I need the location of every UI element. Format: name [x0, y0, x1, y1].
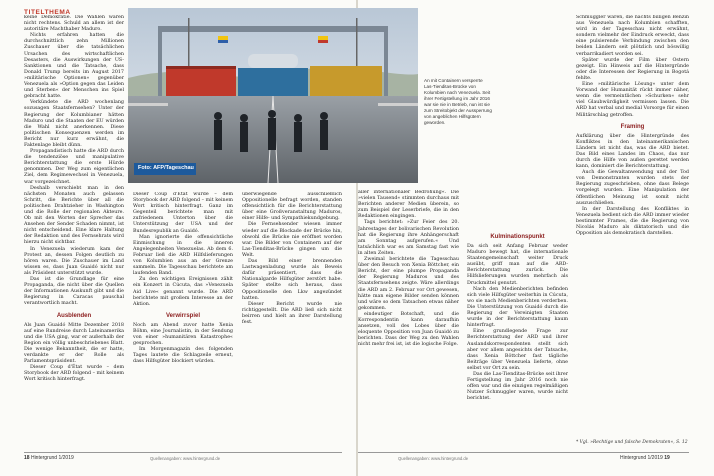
- paragraph: Tags berichtet: »Zur Feier des 20. Jahrestages der bolivarischen Revolution hat die Regierung ihre Anhängerschaft am Sonntag aufgerufen.« Und tatsächlich war es am Samstag fast wie in alten Zeiten.: [358, 220, 459, 256]
- footer-site: Quellenangaben: www.hintergrund.de: [150, 456, 221, 461]
- issue-label: Hintergrund 1/2019: [30, 455, 74, 461]
- paragraph: Zweimal berichtete die Tagesschau über den Besuch von Xenia Böttcher, ein Bericht, der eine plumpe Propaganda der Regierung Maduros und des Staatsfernsehens zeigte. Wäre allerdings die ARD am 2. Februar vor Ort gewesen, hätte man eigene Bilder senden können und wäre so dem Tatsachen etwas näher gekommen.: [358, 257, 459, 311]
- paragraph: eindeutiger Botschaft, und die Korrespondentin kann daraufhin ansetzen, voll des Lobes über die eloquente Opposition von Juan Guaidó zu berichten. Dass der Weg zu den Wahlen nicht mehr frei ist, ist die logische Folge.: [358, 311, 459, 348]
- paragraph: Nichts erfahren hatten die durchschnittlich zehn Millionen Zuschauer über die tatsächlichen Ursachen des wirtschaftlichen Desasters, die Auswirkungen der US-Sanktionen und die Tatsache, dass Donald Trump bereits im August 2017 »militärische Optionen« gegenüber Venezuela als »Option gegen das Leiden und Sterben« der Menschen ins Spiel gebracht hatte.: [24, 33, 124, 100]
- paragraph: Da sich seit Anfang Februar weder Maduro bewegt hat, die internationale Staatengemeinschaft weiter Druck ausübt, griff man auf die ARD-Berichterstattung zurück. Die Hilfslieferungen wurden mehrfach als Druckmittel genutzt.: [467, 244, 568, 286]
- paragraph: Man ignorierte die offensichtliche Einmischung in die inneren Angelegenheiten Venezuelas. Ab dem 6. Februar ließ die ARD Hilfslieferungen von Kolumbien aus an der Grenze sammeln. Die Tagesschau berichtete am laufenden Band.: [133, 234, 233, 277]
- left-column-3: [242, 192, 342, 450]
- paragraph: In der Darstellung des Konfliktes in Venezuela bedient sich die ARD immer wieder bestimmter Frames, die die Regierung von Nicolás Maduro als diktatorisch und die Opposition als demokratisch darstellen.: [576, 206, 689, 237]
- paragraph: Das Bild einer brennenden Lastwagenladung wurde als Beweis dafür präsentiert, dass die Nationalgarde Hilfsgüter zerstört habe. Später stellte sich heraus, dass Oppositionelle den Lkw angezündet hatten.: [242, 259, 342, 301]
- photo-caption: An mit Containern versperrte Las-Tienditas-Brücke von Kolumbien nach Venezuela. Seit ihrer Fertigstellung im Jahr 2016 war sie nie in Betrieb, nun ist sie zum Streitobjekt der Aussperrung von angeblichen Hilfsgütern geworden.: [424, 78, 492, 125]
- footer-rule: [358, 452, 689, 453]
- subheading-verwirrspiel: Verwirrspiel: [165, 312, 201, 319]
- paragraph: Dieser Coup d'État wurde – dem Storybook der ARD folgend – mit keinem Wort kritisch hinterfragt. Ganz im Gegenteil berichtete man mit zufriedenem Unterton über die Unterstützung der USA und der Bundesrepublik an Guaidó.: [133, 192, 233, 234]
- subheading-framing: Framing: [620, 123, 645, 130]
- paragraph: Noch am Abend zuvor hatte Xenia Böhm, eine Journalistin, in der Sendung von einer »humanitären Katastrophe« gesprochen.: [133, 322, 233, 347]
- paragraph: Die Fernsehsender wiesen immer wieder auf die Blockade der Brücke hin, obwohl die Brücke nie eröffnet worden war. Die Bilder von Containern auf der Las-Tienditas-Brücke gingen um die Welt.: [242, 222, 342, 258]
- paragraph: Propagandistisch hatte die ARD durch die tendenziöse und manipulative Berichterstattung die erste Hürde genommen. Der Weg zum eigentlichen Ziel, dem Regimewechsel in Venezuela, war vorgezeichnet.: [24, 149, 124, 185]
- paragraph: Im Morgenmagazin des folgenden Tages lautete die Schlagzeile erneut, dass Hilfsgüter blockiert würden.: [133, 347, 233, 365]
- paragraph: In Venezuela wiederum kam der Protest an, dessen Folgen deutlich zu hören waren. Die Zuschauer im Land wissen es, dass Juan Guaidó nicht nur als Präsident unterstützt wurde.: [24, 246, 124, 276]
- paragraph: Später wurde der Film über Ostern gezeigt. Ein Hinweis auf die Hintergründe oder die Interessen der Regierung in Bogotá fehlte.: [576, 57, 689, 81]
- section-label: TITELTHEMA: [24, 9, 71, 16]
- right-footer: [620, 455, 670, 461]
- left-column-2: [133, 192, 233, 450]
- right-column-3: [576, 15, 689, 440]
- left-column-1: [24, 15, 124, 450]
- footer-site: Quellenangaben: www.hintergrund.de: [398, 456, 469, 461]
- paragraph: keine Demokratie. Die Wahlen waren nicht rechtens. Schuld an allem ist der autoritäre Machthaber Maduro.: [24, 15, 124, 33]
- subheading-kulminationspunkt: Kulminationspunkt: [490, 234, 545, 240]
- page-number: 18: [24, 455, 30, 461]
- footnote: * Vgl. »Rechtige und falsche Demokraten«, S. 12: [576, 440, 688, 445]
- paragraph: Das die Las-Tienditas-Brücke seit ihrer Fertigstellung im Jahr 2016 noch nie offen war und die einzigen regelmäßigen Nutzer Schmuggler waren, wurde nicht berichtet.: [467, 371, 568, 402]
- right-column-1: [358, 190, 459, 452]
- footer-rule: [24, 452, 342, 453]
- left-footer: [24, 455, 74, 461]
- paragraph: Deshalb verschiebt man in den nächsten Monaten auch gelassen Schritt, die Berichte über all die politischen Drahtzieher in Washington und die Rolle der regionalen Akteure. Ob mit den Worten der Sprecher das Ansehen der Sender Schaden nimmt, ist nicht entscheidend. Eine klare Haltung der Redaktion und des Fernsehrats wird hierzu nicht sichtbar.: [24, 185, 124, 246]
- paragraph: Verkündete die ARD wochenlang sozusagen Staatsfernsehen? Unter der Regierung der Kolumbianer hätten Maduro und die Staaten der EU würden die Wahl nicht anerkennen. Diese politischen Konsequenzen werden im Bericht nur kurz erwähnt, die Faktenlage bleibt dünn.: [24, 100, 124, 148]
- paragraph: Nach den Medienberichten befinden sich viele Hilfsgüter weiterhin in Cúcuta, wo sie nach Medienberichten verderben. Die Unterstützung von Guaidó durch die Regierung der Vereinigten Staaten wurde in der Berichterstattung kaum hinterfragt.: [467, 286, 568, 329]
- paragraph: aller internationaler Bedrohung«. Die »vielen Tausend« stimmten durchaus mit Berichten anderer Medien überein, so zum Beispiel der Leserbriefe, die in den Redaktionen eingingen.: [358, 190, 459, 220]
- issue-label: Hintergrund 1/2019: [620, 455, 663, 461]
- paragraph: Eine grundlegende Frage zur Berichterstattung der ARD und ihrer Auslandskorrespondenten stellt sich aber vor allem angesichts der Tatsache, dass Xenia Böttcher fast tägliche Beiträge über Venezuela lieferte, ohne selbst vor Ort zu sein.: [467, 329, 568, 371]
- paragraph: Dieser Coup d'État wurde – dem Storybook der ARD folgend – mit keinem Wort kritisch hinterfragt.: [24, 365, 124, 383]
- paragraph: Aufklärung über die Hintergründe des Konfliktes in den lateinamerikanischen Ländern ist nicht das, was die ARD bietet. Das Bild eines Landes im Chaos, das nur durch die Hilfe von außen gerettet werden kann, dominiert die Berichterstattung.: [576, 133, 689, 170]
- page-number: 19: [664, 455, 670, 461]
- paragraph: Eine »militärische Lösung« unter dem Vorwand der Humanität rückt immer näher, wenn die vermeintlichen »Schurken« sehr viel Glaubwürdigkeit vermissen lassen. Die ARD hat verbal und medial Vorsorge für einen Militärschlag getroffen.: [576, 82, 689, 118]
- subheading-ausblenden: Ausblenden: [56, 312, 92, 319]
- paragraph: Zu den wichtigen Ereignissen zählt ein Konzert in Cúcuta, das »Venezuela Aid Live« genannt wurde. Die ARD berichtete mit großem Interesse an der Aktion.: [133, 277, 233, 307]
- paragraph: Als Juan Guaidó Mitte Dezember 2018 auf eine Rundreise durch Lateinamerika und die USA ging, war er außerhalb der Region ein völlig unbeschriebenes Blatt. Die wenige Bekanntheit, die er hatte, verdankte er der Rolle als Parlamentspräsident.: [24, 322, 124, 365]
- paragraph: Dieser Bericht wurde nie richtiggestellt. Die ARD ließ sich nicht beirren und hielt an ihrer Darstellung fest.: [242, 301, 342, 325]
- paragraph: Das ist die Grundlage für eine Propaganda, die nicht über die Quellen der Informationen Auskunft gibt und die Regierung in Caracas pauschal verantwortlich macht.: [24, 277, 124, 307]
- paragraph: Auch die Gewaltanwendung und der Tod von Demonstranten wurden stets der Regierung zugeschrieben, ohne dass Belege vorgelegt wurden. Eine Manipulation der öffentlichen Meinung ist somit nicht auszuschließen.: [576, 170, 689, 206]
- bridge-photo: [128, 8, 418, 183]
- photo-credit-badge: Foto: AFP/Tageschau: [138, 165, 194, 171]
- paragraph: Schmuggler waren, die nachts billigen Benzin aus Venezuela nach Kolumbien schafften, wird in der Tagesschau nicht erwähnt, sondern vielmehr der Eindruck erweckt, dass eine pulsierende Verbindung zwischen den beiden Ländern seit plötzlich und böswillig verbarrikadiert worden sei.: [576, 15, 689, 57]
- bridge-photo-illustration: [128, 8, 418, 183]
- paragraph: überwiegende ausschließlich Oppositionelle befragt worden, standen offensichtlich für die Berichterstattung über eine Großveranstaltung Maduros, einer Hilfe- und Sympathiekundgebung.: [242, 192, 342, 222]
